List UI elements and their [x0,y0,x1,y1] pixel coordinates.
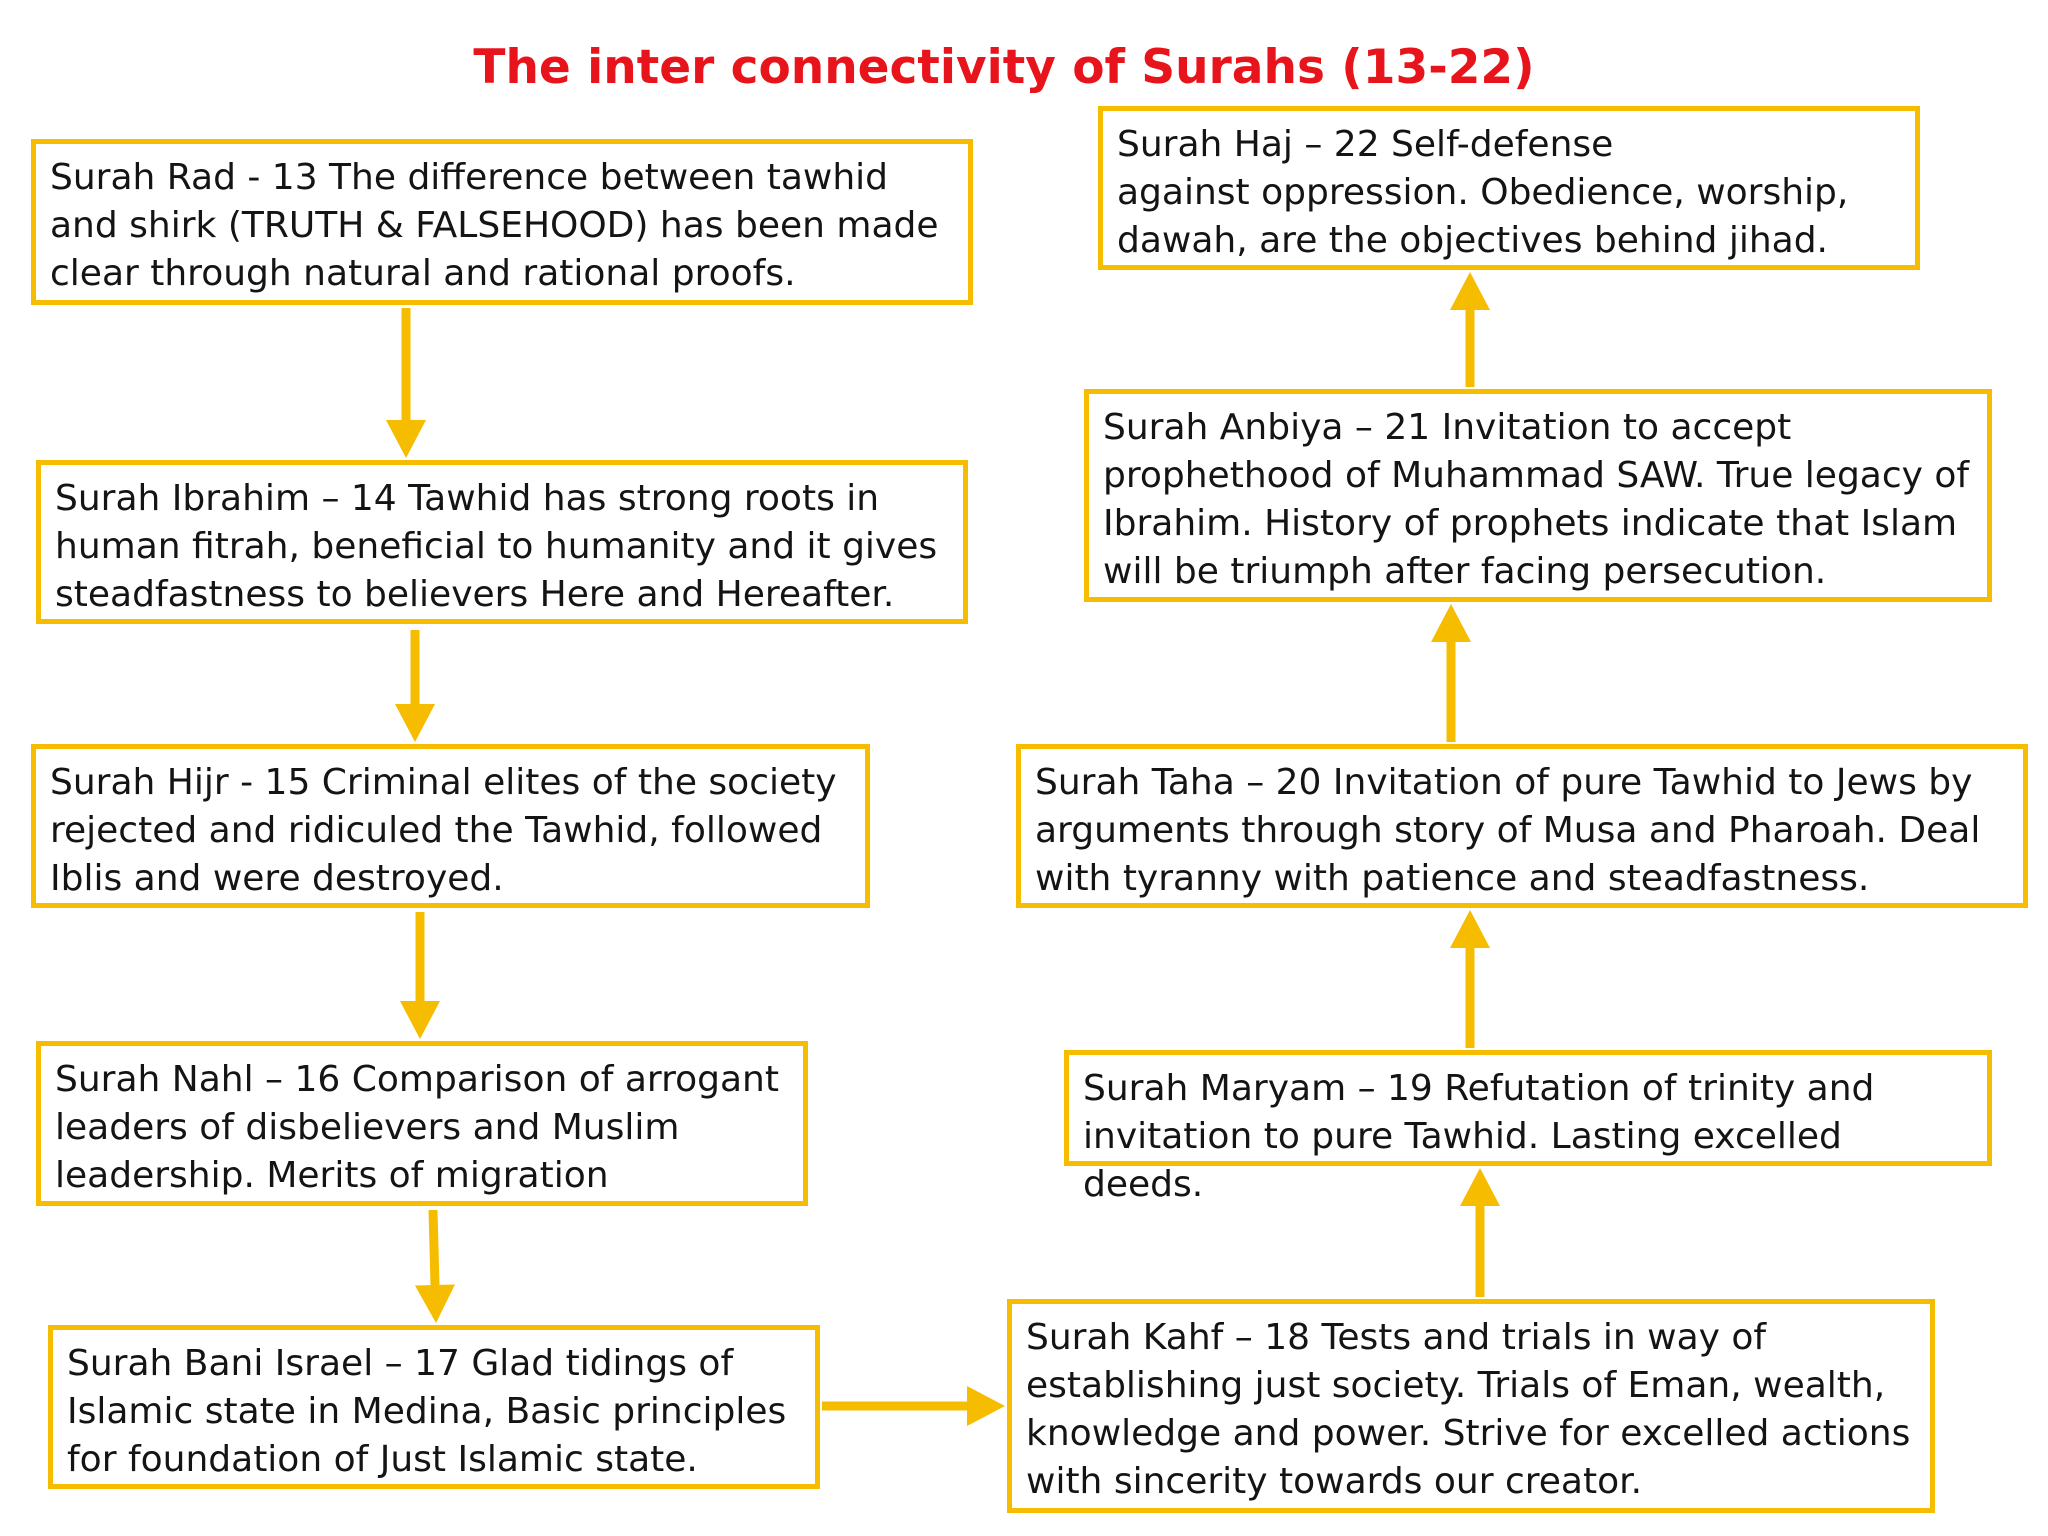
arrow-ibrahim-to-hijr [395,630,435,742]
arrow-rad-to-ibrahim-head [386,420,426,458]
arrow-rad-to-ibrahim [386,308,426,458]
arrow-kahf-to-maryam [1460,1168,1500,1297]
arrow-hijr-to-nahl [400,912,440,1039]
box-surah-taha: Surah Taha – 20 Invitation of pure Tawhid to Jews by arguments through story of Musa and Pharoah. Deal with tyranny with patience and steadfastness. [1016,744,2028,908]
arrow-anbiya-to-haj [1450,272,1490,387]
box-surah-rad: Surah Rad - 13 The difference between tawhid and shirk (TRUTH & FALSEHOOD) has been made clear through natural and rational proofs. [31,139,973,305]
box-surah-hijr: Surah Hijr - 15 Criminal elites of the society rejected and ridiculed the Tawhid, followed Iblis and were destroyed. [31,744,870,908]
arrow-bani-israel-to-kahf-head [967,1386,1005,1426]
arrow-nahl-to-bani-israel-head [415,1284,455,1323]
arrow-taha-to-anbiya [1431,604,1471,742]
arrow-kahf-to-maryam-head [1460,1168,1500,1206]
diagram-title: The inter connectivity of Surahs (13-22) [473,40,1535,95]
arrow-bani-israel-to-kahf [822,1386,1005,1426]
box-surah-kahf: Surah Kahf – 18 Tests and trials in way of establishing just society. Trials of Eman, wealth, knowledge and power. Strive for excelled actions with sincerity towards our creator. [1007,1299,1935,1513]
box-surah-bani-israel: Surah Bani Israel – 17 Glad tidings of Islamic state in Medina, Basic principles for foundation of Just Islamic state. [48,1325,820,1489]
arrow-nahl-to-bani-israel-shaft [433,1210,435,1287]
box-surah-nahl: Surah Nahl – 16 Comparison of arrogant leaders of disbelievers and Muslim leadership. Merits of migration [36,1041,808,1206]
arrow-taha-to-anbiya-head [1431,604,1471,642]
arrow-anbiya-to-haj-head [1450,272,1490,310]
box-surah-haj: Surah Haj – 22 Self-defense against oppression. Obedience, worship, dawah, are the objectives behind jihad. [1098,106,1920,270]
box-surah-maryam: Surah Maryam – 19 Refutation of trinity and invitation to pure Tawhid. Lasting excelled deeds. [1064,1050,1992,1166]
arrow-nahl-to-bani-israel [415,1210,455,1323]
box-surah-ibrahim: Surah Ibrahim – 14 Tawhid has strong roots in human fitrah, beneficial to humanity and it gives steadfastness to believers Here and Hereafter. [36,460,968,624]
arrow-ibrahim-to-hijr-head [395,704,435,742]
arrow-maryam-to-taha [1450,910,1490,1048]
arrow-hijr-to-nahl-head [400,1001,440,1039]
arrow-maryam-to-taha-head [1450,910,1490,948]
box-surah-anbiya: Surah Anbiya – 21 Invitation to accept prophethood of Muhammad SAW. True legacy of Ibrahim. History of prophets indicate that Islam will be triumph after facing persecution. [1084,389,1992,602]
